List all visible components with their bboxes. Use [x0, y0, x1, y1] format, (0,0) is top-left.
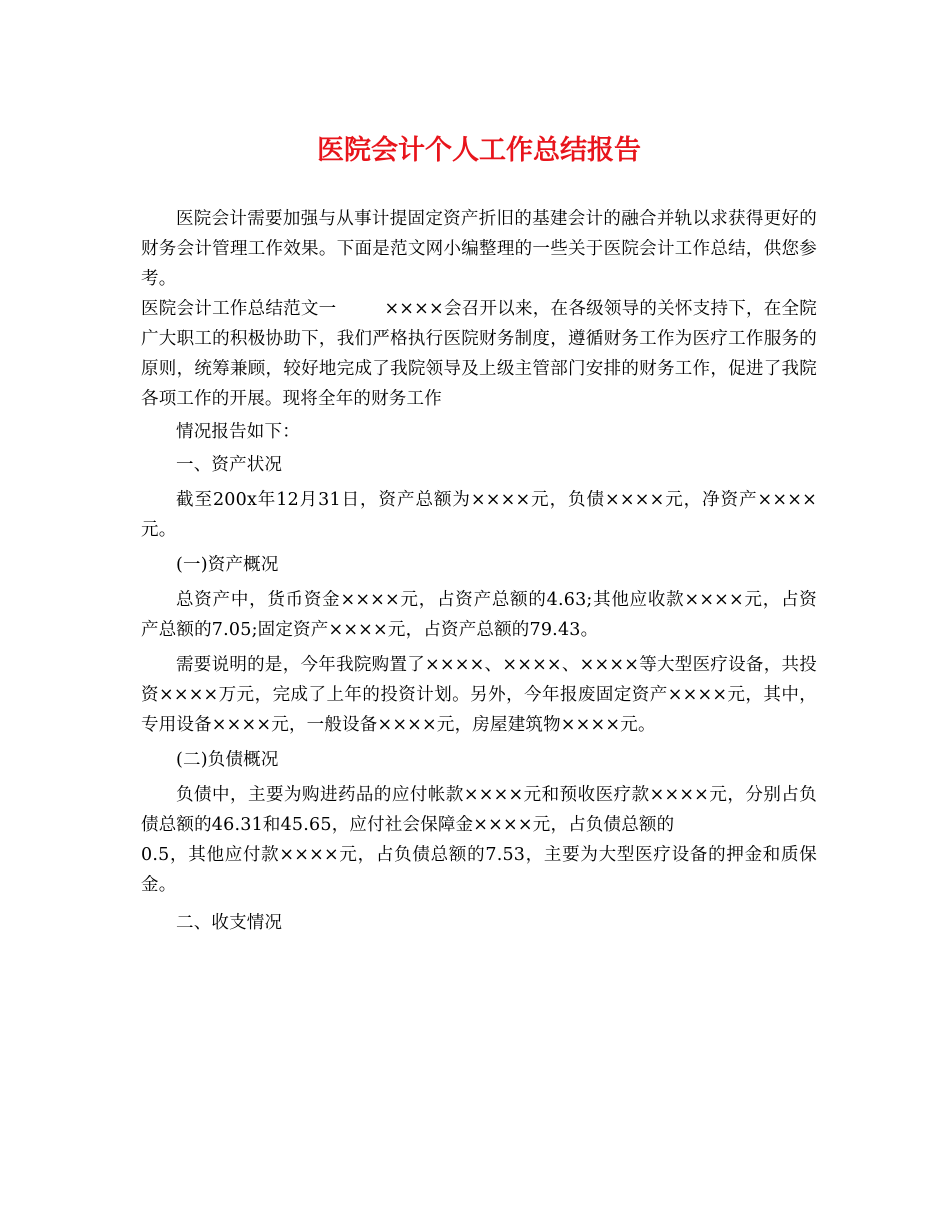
sub1-heading: (一)资产概况 — [176, 555, 279, 575]
sample-paragraph — [141, 294, 817, 414]
sub2-heading: (二)负债概况 — [176, 750, 279, 770]
section1-heading: 一、资产状况 — [176, 455, 283, 475]
sub2-body — [141, 780, 817, 900]
intro-paragraph: 医院会计需要加强与从事计提固定资产折旧的基建会计的融合并轨以求获得更好的财务会计管理工作效果。下面是范文网小编整理的一些关于医院会计工作总结，供您参考。 — [141, 209, 817, 289]
sub1-note: 需要说明的是，今年我院购置了××××、××××、××××等大型医疗设备，共投资××××万元，完成了上年的投资计划。另外，今年报废固定资产××××元，其中，专用设备××××元，一般设备××××元，房屋建筑物××××元。 — [141, 655, 817, 735]
sample-body: ××××会召开以来，在各级领导的关怀支持下，在全院广大职工的积极协助下，我们严格执行医院财务制度，遵循财务工作为医疗工作服务的原则，统筹兼顾，较好地完成了我院领导及上级主管部门安排的财务工作，促进了我院各项工作的开展。现将全年的财务工作 — [141, 299, 817, 409]
section2-heading: 二、收支情况 — [176, 913, 283, 933]
report-intro: 情况报告如下： — [176, 422, 300, 442]
sub2-body-line2: 0.5，其他应付款××××元，占负债总额的7.53，主要为大型医疗设备的押金和质保金。 — [141, 845, 817, 895]
sub1-body: 总资产中，货币资金××××元，占资产总额的4.63;其他应收款××××元，占资产总额的7.05;固定资产××××元，占资产总额的79.43。 — [141, 590, 817, 640]
sample-heading: 医院会计工作总结范文一 — [141, 299, 337, 319]
document-body — [141, 204, 817, 938]
section1-body: 截至200x年12月31日，资产总额为××××元，负债××××元，净资产××××元。 — [141, 490, 817, 540]
document-title: 医院会计个人工作总结报告 — [317, 135, 641, 166]
sub2-body-line1: 负债中，主要为购进药品的应付帐款××××元和预收医疗款××××元，分别占负债总额的46.31和45.65，应付社会保障金××××元，占负债总额的 — [141, 785, 817, 835]
